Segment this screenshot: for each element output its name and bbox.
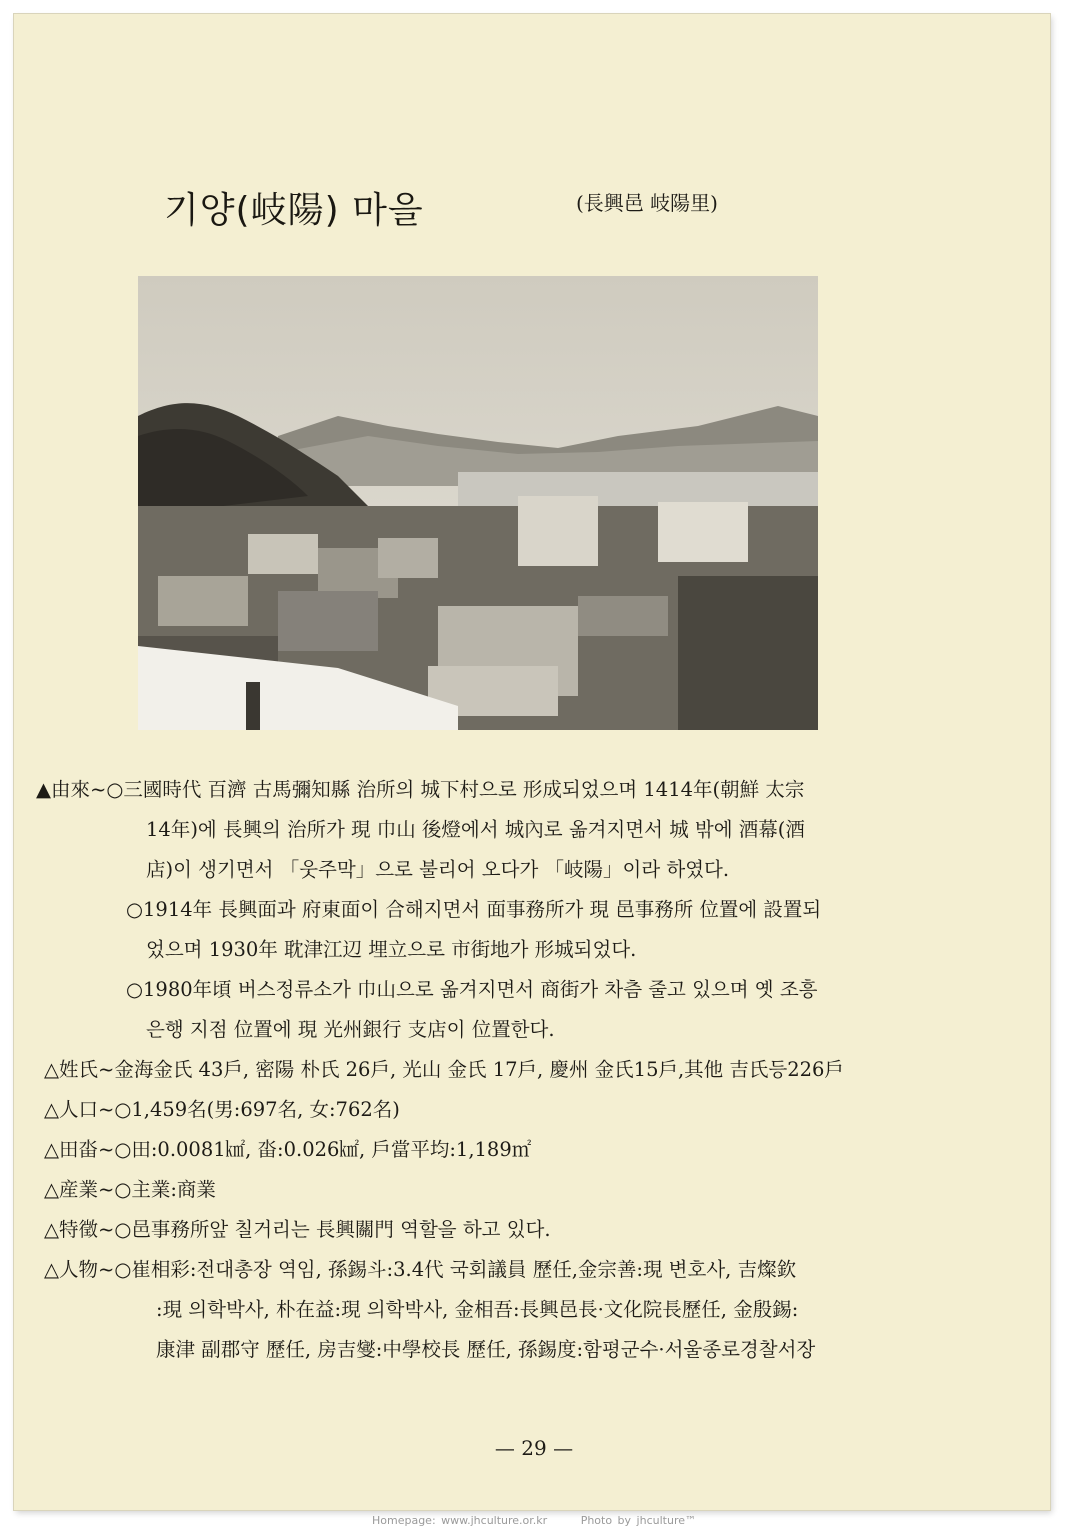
text-line-content: △産業~○主業:商業 bbox=[44, 1178, 216, 1201]
text-line-content: ○1914年 長興面과 府東面이 合해지면서 面事務所가 現 邑事務所 位置에 設置되 bbox=[126, 898, 822, 921]
text-line bbox=[36, 770, 946, 810]
text-line-content: △特徵~○邑事務所앞 칠거리는 長興關門 역할을 하고 있다. bbox=[44, 1218, 551, 1241]
text-line-content: 康津 副郡守 歷任, 房吉燮:中學校長 歷任, 孫錫度:함평군수·서울종로경찰서장 bbox=[156, 1338, 816, 1361]
text-line bbox=[36, 1170, 946, 1210]
text-line-content: △姓氏~金海金氏 43戶, 密陽 朴氏 26戶, 光山 金氏 17戶, 慶州 金氏15戶,其他 吉氏등226戶 bbox=[44, 1058, 844, 1081]
text-line bbox=[36, 1290, 946, 1330]
page-number: — 29 — bbox=[494, 1436, 574, 1460]
text-line bbox=[36, 850, 946, 890]
text-line bbox=[36, 1210, 946, 1250]
text-line bbox=[36, 810, 946, 850]
text-line bbox=[36, 1050, 946, 1090]
text-line bbox=[36, 930, 946, 970]
text-line-content: 었으며 1930年 耽津江辺 埋立으로 市街地가 形城되었다. bbox=[146, 938, 637, 961]
text-line-content: 은행 지점 位置에 現 光州銀行 支店이 位置한다. bbox=[146, 1018, 555, 1041]
text-line bbox=[36, 1330, 946, 1370]
text-line bbox=[36, 1010, 946, 1050]
village-description bbox=[36, 770, 946, 1370]
text-line bbox=[36, 970, 946, 1010]
text-line bbox=[36, 1090, 946, 1130]
text-line-content: △人物~○崔相彩:전대총장 역임, 孫錫斗:3.4代 국회議員 歷任,金宗善:現 변호사, 吉燦欽 bbox=[44, 1258, 797, 1281]
footer-homepage: Homepage: www.jhculture.or.kr bbox=[371, 1514, 548, 1527]
text-line-content: ▲由來~○三國時代 百濟 古馬彌知縣 治所의 城下村으로 形成되었으며 1414年(朝鮮 太宗 bbox=[36, 778, 805, 801]
page-subtitle: (長興邑 岐陽里) bbox=[576, 191, 718, 215]
page-title: 기양(岐陽) 마을 bbox=[164, 190, 424, 231]
text-line-content: ○1980年頃 버스정류소가 巾山으로 옮겨지면서 商街가 차츰 줄고 있으며 옛 조흥 bbox=[126, 978, 818, 1001]
footer-photo-credit: Photo by jhculture™ bbox=[580, 1514, 696, 1527]
text-line bbox=[36, 1250, 946, 1290]
text-line-content: :現 의학박사, 朴在益:現 의학박사, 金相吾:長興邑長·文化院長歷任, 金殷錫: bbox=[156, 1298, 799, 1321]
village-photo bbox=[138, 276, 818, 730]
footer bbox=[0, 1514, 1068, 1527]
text-line-content: △田畓~○田:0.0081㎢, 畓:0.026㎢, 戶當平均:1,189㎡ bbox=[44, 1138, 532, 1161]
text-line bbox=[36, 890, 946, 930]
text-line-content: 14年)에 長興의 治所가 現 巾山 後燈에서 城內로 옮겨지면서 城 밖에 酒幕(酒 bbox=[146, 818, 805, 841]
text-line-content: △人口~○1,459名(男:697名, 女:762名) bbox=[44, 1098, 400, 1121]
text-line-content: 店)이 생기면서 「웃주막」으로 불리어 오다가 「岐陽」이라 하였다. bbox=[146, 858, 730, 881]
text-line bbox=[36, 1130, 946, 1170]
